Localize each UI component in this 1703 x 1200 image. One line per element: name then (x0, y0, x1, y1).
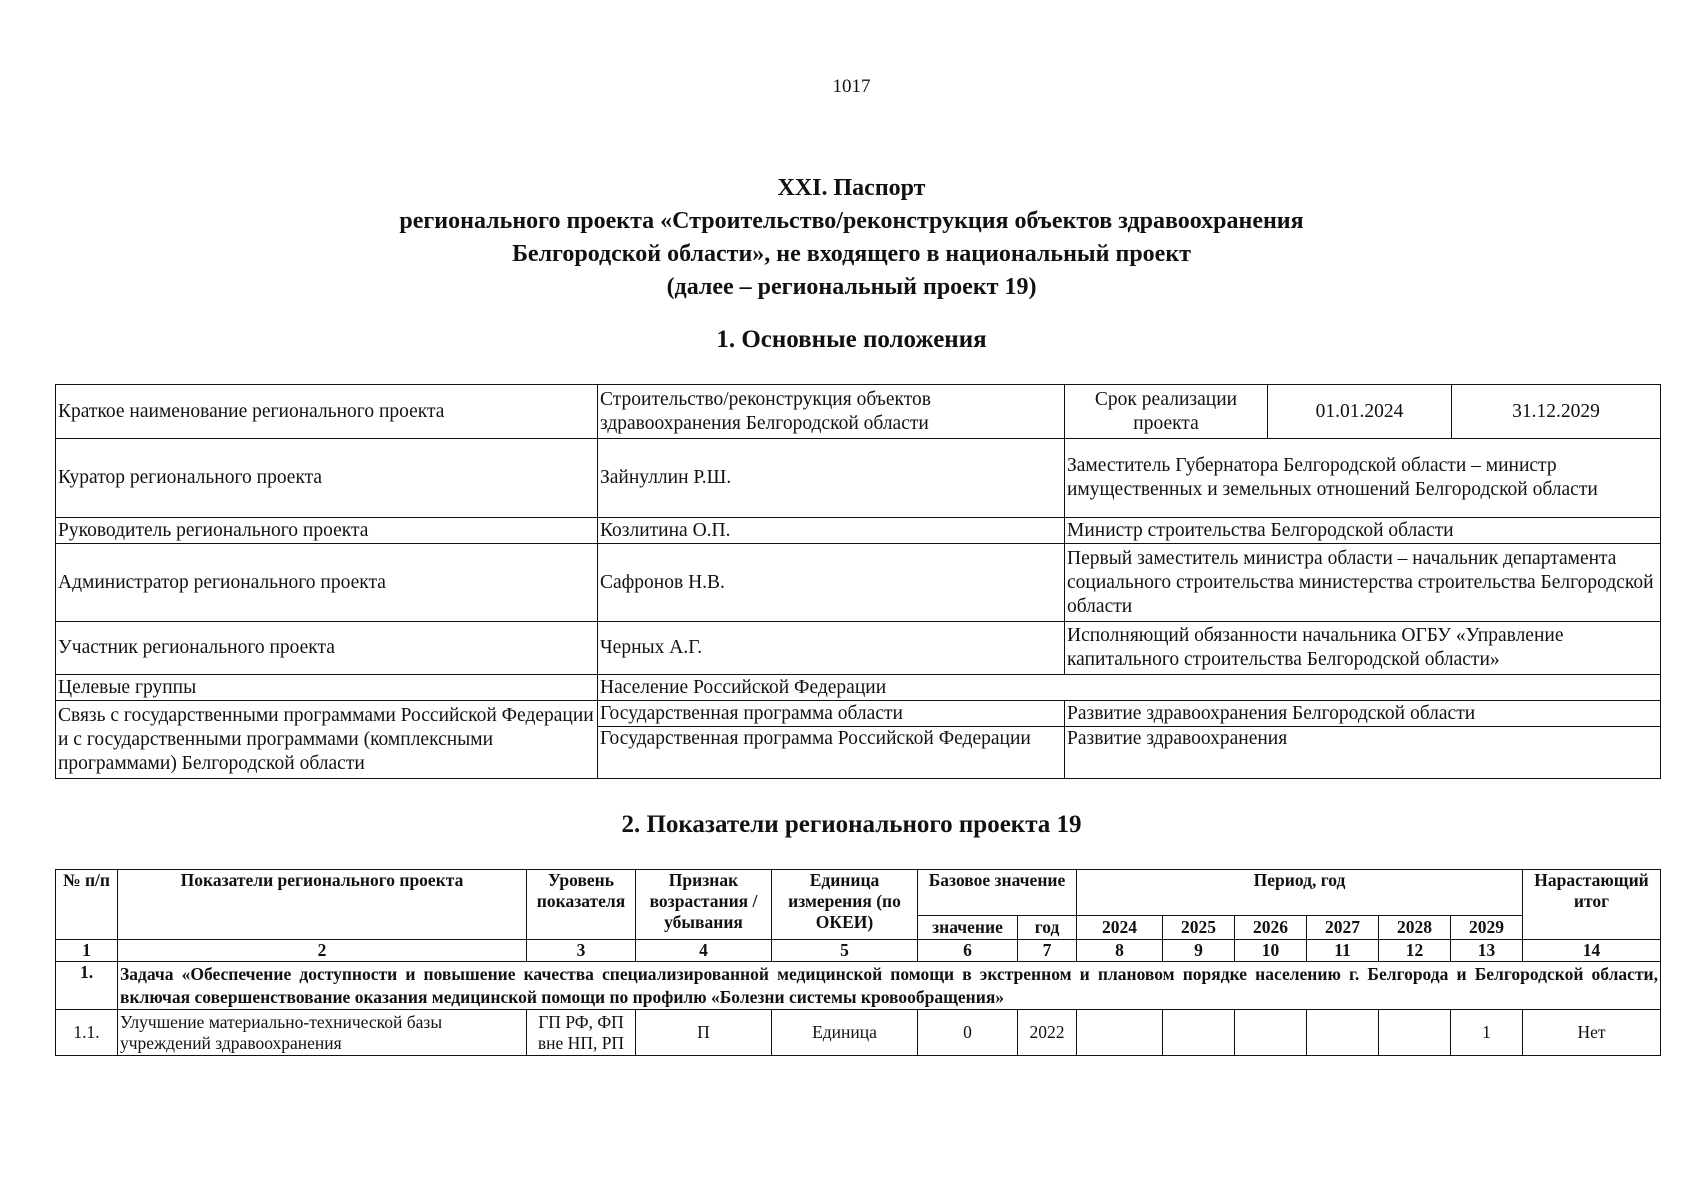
col-base-value-header: значение (918, 916, 1018, 940)
column-number: 11 (1307, 940, 1379, 962)
program-name: Развитие здравоохранения Белгородской области (1065, 701, 1661, 727)
program-type: Государственная программа области (598, 701, 1065, 727)
term-start: 01.01.2024 (1268, 385, 1452, 439)
table-row (56, 518, 1661, 544)
document-title (0, 172, 1703, 304)
col-year-header: 2026 (1235, 916, 1307, 940)
col-base-year-header: год (1018, 916, 1077, 940)
col-year-header: 2024 (1077, 916, 1163, 940)
row-indicator: Улучшение материально-технической базы учреждений здравоохранения (118, 1010, 527, 1056)
col-level-header: Уровень показателя (527, 870, 636, 940)
program-type: Государственная программа Российской Федерации (598, 727, 1065, 779)
column-number: 3 (527, 940, 636, 962)
task-number: 1. (56, 962, 118, 1010)
col-unit-header: Единица измерения (по ОКЕИ) (772, 870, 918, 940)
row-label: Участник регионального проекта (56, 622, 598, 675)
title-line-2: регионального проекта «Строительство/реконструкция объектов здравоохранения (399, 208, 1304, 234)
table-row (56, 675, 1661, 701)
row-num: 1.1. (56, 1010, 118, 1056)
row-label: Целевые группы (56, 675, 598, 701)
col-period-header: Период, год (1077, 870, 1523, 916)
table-row (56, 622, 1661, 675)
task-text: Задача «Обеспечение доступности и повышение качества специализированной медицинской помощи в экстренном и плановом порядке населению г. Белгорода и Белгородской области, включая совершенствование оказания медицинской помощи по профилю «Болезни системы кровообращения» (118, 962, 1661, 1010)
term-label: Срок реализации проекта (1065, 385, 1268, 439)
basic-provisions-table (55, 384, 1661, 779)
header-row (56, 870, 1661, 916)
section-1-heading: 1. Основные положения (716, 326, 987, 353)
program-name: Развитие здравоохранения (1065, 727, 1661, 779)
column-number: 1 (56, 940, 118, 962)
row-year-2028 (1379, 1010, 1451, 1056)
row-position: Министр строительства Белгородской области (1065, 518, 1661, 544)
column-number: 5 (772, 940, 918, 962)
row-value: Население Российской Федерации (598, 675, 1661, 701)
row-position: Заместитель Губернатора Белгородской области – министр имущественных и земельных отношений Белгородской области (1065, 439, 1661, 518)
section-2-heading: 2. Показатели регионального проекта 19 (621, 811, 1082, 838)
row-value: Зайнуллин Р.Ш. (598, 439, 1065, 518)
row-level: ГП РФ, ФП вне НП, РП (527, 1010, 636, 1056)
col-cumulative-header: Нарастающий итог (1523, 870, 1661, 940)
column-number: 14 (1523, 940, 1661, 962)
row-value: Козлитина О.П. (598, 518, 1065, 544)
row-value: Черных А.Г. (598, 622, 1065, 675)
row-year-2027 (1307, 1010, 1379, 1056)
row-label: Связь с государственными программами Российской Федерации и с государственными программами (комплексными программами) Белгородской области (56, 701, 598, 779)
row-label: Краткое наименование регионального проекта (56, 385, 598, 439)
row-unit: Единица (772, 1010, 918, 1056)
table-row (56, 544, 1661, 622)
col-num-header: № п/п (56, 870, 118, 940)
column-number: 7 (1018, 940, 1077, 962)
column-number: 9 (1163, 940, 1235, 962)
term-end: 31.12.2029 (1452, 385, 1661, 439)
row-value: Строительство/реконструкция объектов здравоохранения Белгородской области (598, 385, 1065, 439)
col-year-header: 2025 (1163, 916, 1235, 940)
row-sign: П (636, 1010, 772, 1056)
row-cumulative: Нет (1523, 1010, 1661, 1056)
column-number: 4 (636, 940, 772, 962)
row-base-value: 0 (918, 1010, 1018, 1056)
row-position: Первый заместитель министра области – начальник департамента социального строительства министерства строительства Белгородской области (1065, 544, 1661, 622)
table-row (56, 701, 1661, 727)
column-number: 2 (118, 940, 527, 962)
col-sign-header: Признак возрастания / убывания (636, 870, 772, 940)
row-label: Администратор регионального проекта (56, 544, 598, 622)
column-number: 8 (1077, 940, 1163, 962)
task-row (56, 962, 1661, 1010)
row-label: Куратор регионального проекта (56, 439, 598, 518)
row-value: Сафронов Н.В. (598, 544, 1065, 622)
table-row (56, 439, 1661, 518)
table-row (56, 385, 1661, 439)
title-line-4: (далее – региональный проект 19) (666, 274, 1037, 300)
page-number: 1017 (832, 76, 871, 97)
column-number: 13 (1451, 940, 1523, 962)
row-base-year: 2022 (1018, 1010, 1077, 1056)
column-number: 12 (1379, 940, 1451, 962)
row-year-2029: 1 (1451, 1010, 1523, 1056)
row-label: Руководитель регионального проекта (56, 518, 598, 544)
indicators-table (55, 869, 1661, 1056)
row-year-2024 (1077, 1010, 1163, 1056)
col-base-header: Базовое значение (918, 870, 1077, 916)
row-position: Исполняющий обязанности начальника ОГБУ «Управление капитального строительства Белгородской области» (1065, 622, 1661, 675)
row-year-2026 (1235, 1010, 1307, 1056)
column-number: 6 (918, 940, 1018, 962)
column-numbers-row (56, 940, 1661, 962)
table-row (56, 1010, 1661, 1056)
col-year-header: 2028 (1379, 916, 1451, 940)
col-indicator-header: Показатели регионального проекта (118, 870, 527, 940)
title-line-1: XXI. Паспорт (777, 175, 926, 201)
column-number: 10 (1235, 940, 1307, 962)
col-year-header: 2029 (1451, 916, 1523, 940)
title-line-3: Белгородской области», не входящего в национальный проект (512, 241, 1191, 267)
row-year-2025 (1163, 1010, 1235, 1056)
col-year-header: 2027 (1307, 916, 1379, 940)
